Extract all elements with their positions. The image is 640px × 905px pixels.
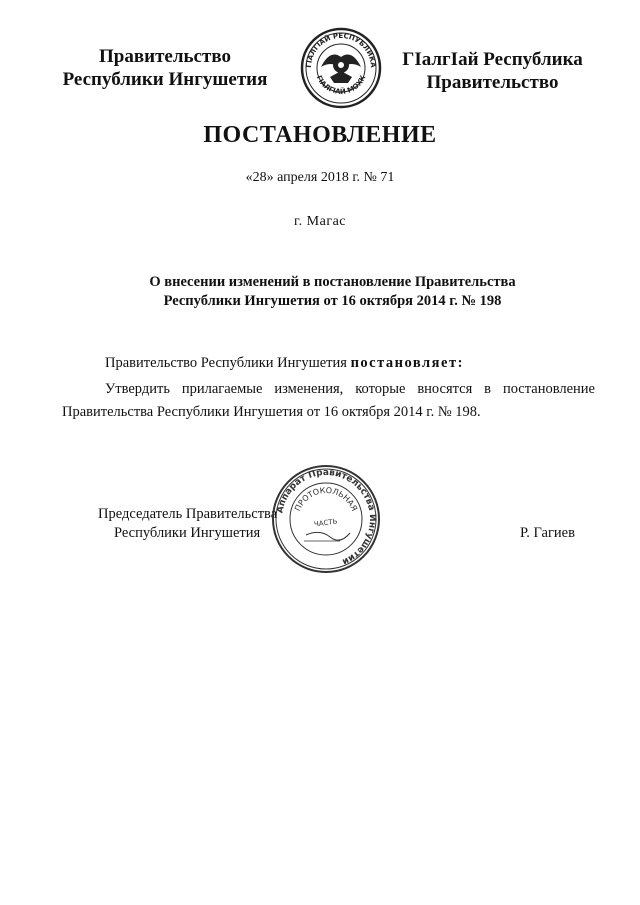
emblem-text-bottom: ГIАЛГIАЙ МОХК (314, 74, 368, 97)
header-left-line1: Правительство (99, 46, 231, 67)
header-right-line1: ГIалгIай Республика (402, 49, 583, 70)
document-city: г. Магас (294, 214, 346, 229)
signatory-position-line1: Председатель Правительства (98, 506, 278, 522)
header-left-line2: Республики Ингушетия (62, 69, 268, 90)
signatory-position-line2: Республики Ингушетия (114, 525, 261, 541)
emblem-text-top: ГIАЛГIАЙ РЕСПУБЛИКА (304, 31, 378, 69)
decision-line1: Утвердить прилагаемые изменения, которые вносятся в постановление (105, 381, 595, 397)
resolution-paragraph (105, 355, 464, 372)
stamp-inner-text: ПРОТОКОЛЬНАЯ (293, 485, 359, 513)
stamp-center-text: ЧАСТЬ (313, 517, 338, 529)
resolution-verb: постановляет: (350, 355, 464, 371)
document-date-number: «28» апреля 2018 г. № 71 (245, 170, 395, 185)
subject-line1: О внесении изменений в постановление Правительства (149, 274, 516, 290)
stamp-outer-text: Аппарат Правительства Ингушетии (275, 467, 378, 567)
coat-of-arms-icon (300, 27, 382, 109)
header-left (40, 45, 290, 91)
header-right (385, 48, 600, 94)
document-subject (120, 273, 545, 311)
document-title: ПОСТАНОВЛЕНИЕ (203, 122, 437, 148)
subject-line2: Республики Ингушетия от 16 октября 2014 г. № 198 (163, 293, 502, 309)
svg-text:ПРОТОКОЛЬНАЯ (293, 486, 359, 513)
decision-line2: Правительства Республики Ингушетия от 16 октября 2014 г. № 198. (62, 404, 481, 420)
header-right-line2: Правительство (426, 72, 559, 93)
resolution-prefix: Правительство Республики Ингушетия (105, 355, 351, 371)
signatory-name: Р. Гагиев (520, 525, 575, 541)
official-stamp-icon (270, 463, 382, 575)
